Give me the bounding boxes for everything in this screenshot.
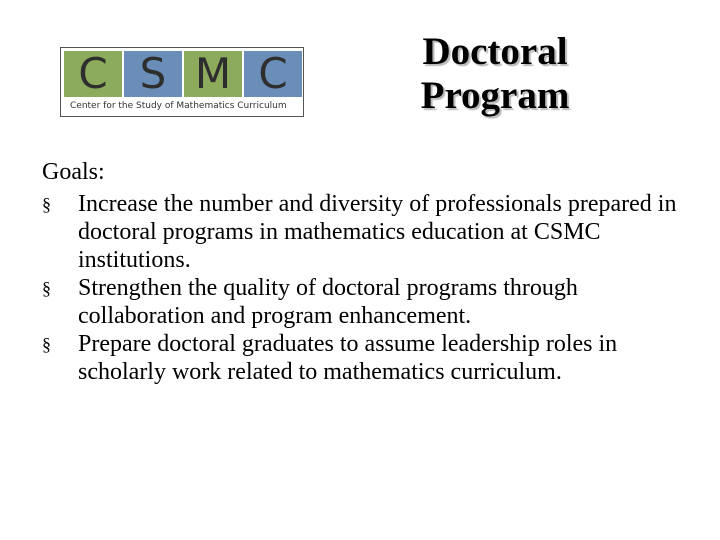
logo-letters xyxy=(64,51,302,97)
goals-heading: Goals: xyxy=(42,159,105,185)
goal-text-2: Strengthen the quality of doctoral programs through collaboration and program enhancement. xyxy=(78,275,578,329)
goal-text-3: Prepare doctoral graduates to assume leadership roles in scholarly work related to mathematics curriculum. xyxy=(78,331,618,385)
logo-letter-s: S xyxy=(124,51,182,97)
goals-section xyxy=(42,158,682,386)
goal-text-1: Increase the number and diversity of professionals prepared in doctoral programs in mathematics education at CSMC institutions. xyxy=(78,191,677,273)
bullet-icon: § xyxy=(42,334,51,354)
goal-item-2 xyxy=(42,274,682,330)
page-title xyxy=(395,30,595,118)
goals-list xyxy=(42,190,682,386)
title-line-1: Doctoral xyxy=(422,30,568,73)
logo-caption: Center for the Study of Mathematics Curriculum xyxy=(64,98,300,114)
title-line-2: Program xyxy=(420,74,570,117)
logo-letter-c2: C xyxy=(244,51,302,97)
bullet-icon: § xyxy=(42,278,51,298)
logo-letter-m: M xyxy=(184,51,242,97)
goal-item-3 xyxy=(42,330,682,386)
csmc-logo xyxy=(60,47,304,117)
bullet-icon: § xyxy=(42,194,51,214)
logo-letter-c1: C xyxy=(64,51,122,97)
goal-item-1 xyxy=(42,190,682,274)
